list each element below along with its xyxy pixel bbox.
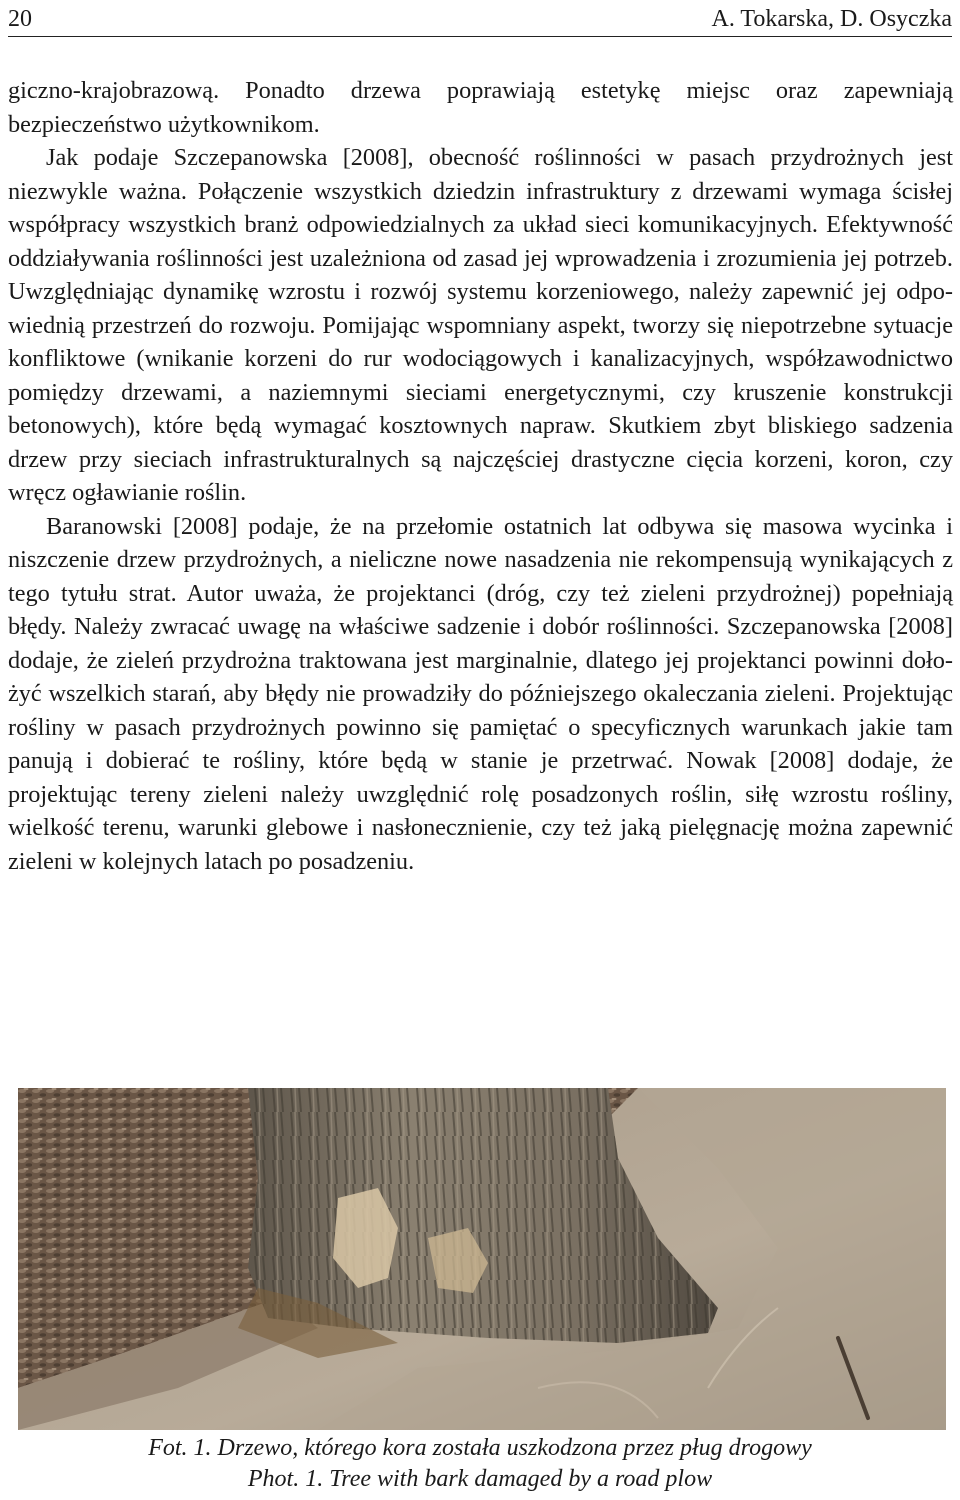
figure-caption-en: Phot. 1. Tree with bark damaged by a road plow [247,1466,713,1492]
body-text [8,74,953,878]
header-authors: A. Tokarska, D. Osyczka [711,5,952,32]
figure-caption-pl: Fot. 1. Drzewo, którego kora została uszkodzona przez pług drogowy [148,1435,812,1461]
running-header [8,2,952,37]
paragraph-3: Baranowski [2008] podaje, że na przełomie ostatnich lat odbywa się masowa wycinka i niszczenie drzew przydrożnych, a nieliczne nowe nasadzenia nie rekompensują wynikających z tego tytułu strat. Autor uważa, że projektanci (dróg, czy też zieleni przydrożnej) popełniają błędy. Należy zwracać uwagę na właściwe sadzenie i dobór roślinności. Szczepanowska [2008] dodaje, że zieleń przydrożna traktowana jest marginalnie, dlatego jej projektanci powinni dołożyć wszelkich starań, aby błędy nie prowadziły do późniejszego okaleczania zieleni. Projektując rośliny w pasach przydrożnych powinno się pamiętać o specyficznych warunkach jakie tam panują i dobierać te rośliny, które będą w stanie je przetrwać. Nowak [2008] dodaje, że projektując tereny zieleni należy uwzględnić rolę posadzonych roślin, siłę wzrostu rośliny, wielkość terenu, warunki glebowe i nasłonecznienie, czy też jaką pielęgnację można zapewnić zieleni w kolejnych latach po posadzeniu. [8,512,953,875]
paragraph-1: giczno-krajobrazową. Ponadto drzewa poprawiają estetykę miejsc oraz zapewniają bezpieczeństwo użytkownikom. [8,77,953,138]
photo-tree-damaged-bark [18,1088,946,1430]
page-number: 20 [8,5,32,32]
paragraph-2: Jak podaje Szczepanowska [2008], obecność roślinności w pasach przydrożnych jest niezwykle ważna. Połączenie wszystkich dziedzin infrastruktury z drzewami wymaga ścisłej współpracy wszystkich branż odpowiedzialnych za układ sieci komunikacyjnych. Efektywność oddziaływania roślinności jest uzależniona od zasad jej wprowadzenia i zrozumienia jej potrzeb. Uwzględniając dynamikę wzrostu i rozwój systemu korzeniowego, należy zapewnić jej odpowiednią przestrzeń do rozwoju. Pomijając wspomniany aspekt, tworzy się niepotrzebne sytuacje konfliktowe (wnikanie korzeni do rur wodociągowych i kanalizacyjnych, współzawodnictwo pomiędzy drzewami, a naziemnymi sieciami energetycznymi, czy kruszenie konstrukcji betonowych), które będą wymagać kosztownych napraw. Skutkiem zbyt bliskiego sadzenia drzew przy sieciach infrastrukturalnych są najczęściej drastyczne cięcia korzeni, koron, czy wręcz ogławianie roślin. [8,144,953,506]
photo-illustration [18,1088,946,1430]
